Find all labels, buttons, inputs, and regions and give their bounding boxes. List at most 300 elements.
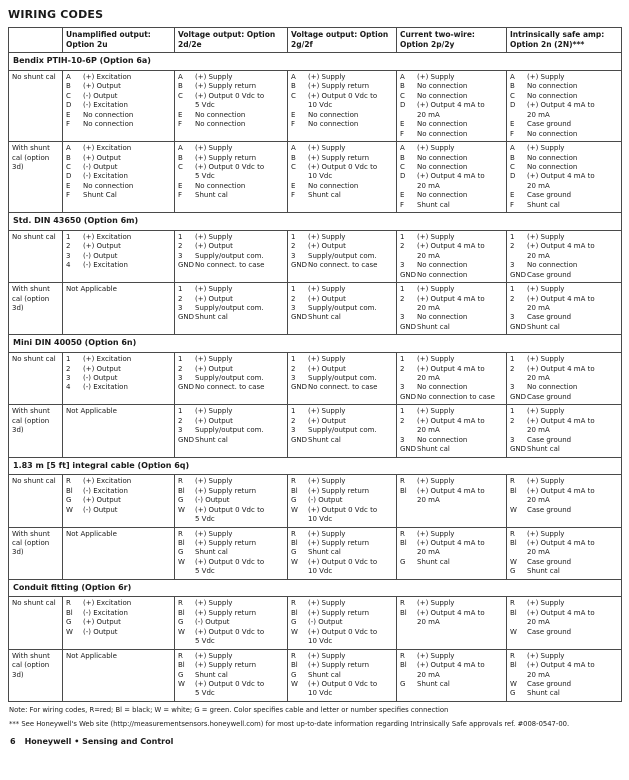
wiring-cell [507, 353, 622, 405]
pin-line [510, 487, 618, 506]
pin-function: (+) Excitation [83, 599, 132, 608]
pin-function: (+) Supply return [308, 153, 370, 162]
wiring-cell [63, 597, 175, 649]
pin-designator: 1 [178, 232, 183, 241]
pin-function: (+) Output 4 mA to 20 mA [417, 661, 485, 679]
wiring-cell [175, 475, 288, 527]
pin-function: Supply/output com. [308, 251, 377, 260]
pin-line [400, 365, 503, 384]
wiring-cell [397, 283, 507, 335]
pin-line [178, 558, 284, 577]
pin-function: (+) Excitation [83, 477, 132, 486]
wiring-cell [63, 71, 175, 142]
wiring-cell [175, 405, 288, 457]
pin-function: (+) Supply [527, 144, 565, 153]
pin-function: (+) Output 4 mA to 20 mA [417, 294, 485, 313]
pin-designator: A [400, 144, 405, 153]
pin-line [400, 445, 503, 454]
pin-designator: 2 [66, 364, 71, 373]
pin-function: Case ground [527, 120, 572, 129]
pin-function: (+) Output [308, 294, 346, 303]
pin-designator: GND [178, 261, 195, 270]
wiring-cell [288, 475, 397, 527]
pin-line [291, 252, 393, 261]
pin-function: No connection [195, 181, 246, 190]
pin-line [510, 689, 618, 698]
pin-function: (+) Supply [417, 651, 455, 660]
pin-line [291, 558, 393, 577]
pin-function: No connection [417, 261, 468, 270]
wiring-cell [507, 597, 622, 649]
pin-designator: G [291, 618, 297, 627]
pin-line [291, 477, 393, 486]
pin-line [66, 82, 171, 91]
pin-line [400, 242, 503, 261]
wiring-cell [63, 649, 175, 701]
wiring-cell [288, 353, 397, 405]
pin-line [400, 172, 503, 191]
pin-designator: B [400, 153, 405, 162]
pin-designator: C [291, 162, 296, 171]
pin-line [291, 628, 393, 647]
pin-designator: 3 [400, 383, 405, 392]
pin-function: (+) Supply [195, 355, 233, 364]
pin-designator: 3 [66, 374, 71, 383]
pin-line [178, 374, 284, 383]
pin-designator: 2 [178, 294, 183, 303]
pin-function: (-) Output [83, 91, 118, 100]
pin-designator: F [510, 200, 515, 209]
pin-line [510, 144, 618, 153]
pin-function: (-) Output [195, 618, 230, 627]
pin-function: (+) Output [83, 496, 121, 505]
pin-function: Shunt cal [308, 548, 341, 557]
wiring-cell [63, 475, 175, 527]
pin-line [291, 506, 393, 525]
wiring-cell [288, 405, 397, 457]
pin-function: No connection [417, 313, 468, 322]
wiring-row [9, 405, 622, 457]
pin-line [291, 426, 393, 435]
pin-designator: Bl [178, 486, 185, 495]
wiring-cell [288, 230, 397, 282]
pin-designator: 2 [400, 364, 405, 373]
table-body [9, 53, 622, 702]
pin-function: Shunt cal [308, 670, 341, 679]
pin-line [178, 417, 284, 426]
pin-line [291, 304, 393, 313]
pin-function: Supply/output com. [195, 426, 264, 435]
pin-line [178, 233, 284, 242]
pin-designator: W [510, 557, 517, 566]
pin-function: (+) Output [83, 242, 121, 251]
pin-designator: F [400, 129, 405, 138]
pin-function: No connect. to case [308, 261, 378, 270]
pin-line [178, 154, 284, 163]
pin-function: Shunt cal [417, 557, 450, 566]
pin-designator: R [178, 529, 183, 538]
pin-designator: A [178, 144, 183, 153]
column-header: Voltage output: Option 2g/2f [288, 28, 397, 53]
pin-function: No connection [417, 383, 468, 392]
pin-designator: 4 [66, 261, 71, 270]
pin-designator: GND [510, 445, 527, 454]
pin-designator: F [400, 200, 405, 209]
pin-designator: D [66, 101, 72, 110]
pin-designator: A [66, 144, 71, 153]
section-header: Std. DIN 43650 (Option 6m) [9, 213, 622, 231]
pin-line [178, 285, 284, 294]
pin-designator: 2 [400, 242, 405, 251]
pin-line [66, 163, 171, 172]
row-label: With shunt cal (option 3d) [9, 527, 63, 579]
pin-function: (+) Supply [417, 355, 455, 364]
pin-designator: A [510, 73, 515, 82]
wiring-row [9, 649, 622, 701]
pin-designator: W [178, 679, 185, 688]
pin-designator: W [510, 627, 517, 636]
pin-function: (-) Output [83, 505, 118, 514]
pin-function: Supply/output com. [195, 374, 264, 383]
pin-function: (+) Supply return [308, 661, 370, 670]
pin-line [178, 383, 284, 392]
pin-line [178, 92, 284, 111]
pin-line [400, 487, 503, 506]
pin-function: Shunt cal [195, 191, 228, 200]
pin-function: No connection [417, 153, 468, 162]
pin-designator: Bl [66, 608, 73, 617]
wiring-cell [63, 527, 175, 579]
pin-function: No connection [417, 191, 468, 200]
not-applicable-label: Not Applicable [66, 529, 117, 538]
pin-function: (+) Output 4 mA to 20 mA [417, 101, 485, 119]
pin-designator: 3 [178, 426, 183, 435]
table-header [9, 28, 622, 53]
pin-function: (+) Supply [417, 599, 455, 608]
pin-line [66, 506, 171, 515]
pin-line [66, 487, 171, 496]
pin-line [510, 477, 618, 486]
pin-function: No connection [83, 120, 134, 129]
pin-designator: 3 [510, 313, 515, 322]
pin-designator: R [400, 529, 405, 538]
pin-function: (+) Excitation [83, 232, 132, 241]
pin-designator: 1 [400, 355, 405, 364]
pin-designator: 2 [178, 242, 183, 251]
pin-designator: GND [510, 392, 527, 401]
pin-designator: B [510, 153, 515, 162]
pin-designator: 2 [178, 416, 183, 425]
pin-function: (+) Output 4 mA to 20 mA [527, 486, 595, 505]
pin-designator: 2 [291, 364, 296, 373]
pin-designator: R [178, 599, 183, 608]
pin-line [510, 313, 618, 322]
pin-function: (-) Excitation [83, 101, 128, 110]
pin-designator: GND [178, 313, 195, 322]
pin-line [510, 436, 618, 445]
pin-function: No connection [195, 110, 246, 119]
pin-function: Shunt cal [527, 689, 560, 698]
pin-function: (+) Output 4 mA to 20 mA [417, 416, 485, 435]
pin-line [178, 313, 284, 322]
pin-function: No connect. to case [308, 383, 378, 392]
pin-function: Case ground [527, 627, 572, 636]
row-label: No shunt cal [9, 353, 63, 405]
pin-line [178, 506, 284, 525]
pin-designator: 1 [510, 232, 515, 241]
pin-function: No connection [527, 153, 578, 162]
pin-designator: E [291, 110, 296, 119]
pin-function: (+) Output 0 Vdc to 10 Vdc [308, 91, 378, 110]
pin-line [178, 82, 284, 91]
pin-function: (+) Output 0 Vdc to 5 Vdc [195, 557, 265, 576]
pin-function: (-) Output [83, 162, 118, 171]
pin-line [510, 130, 618, 139]
pin-function: (+) Output 4 mA to 20 mA [527, 538, 595, 557]
pin-line [291, 111, 393, 120]
pin-function: (+) Supply [308, 407, 346, 416]
column-header: Unamplified output: Option 2u [63, 28, 175, 53]
pin-line [178, 496, 284, 505]
pin-function: (+) Output 0 Vdc to 5 Vdc [195, 505, 265, 524]
pin-designator: W [291, 679, 298, 688]
pin-line [400, 661, 503, 680]
pin-line [178, 252, 284, 261]
pin-function: (+) Output 4 mA to 20 mA [527, 242, 595, 260]
pin-designator: 1 [510, 407, 515, 416]
pin-designator: F [178, 191, 183, 200]
wiring-row [9, 527, 622, 579]
pin-designator: F [178, 120, 183, 129]
pin-line [291, 487, 393, 496]
pin-function: (+) Supply [195, 285, 233, 294]
pin-designator: R [178, 651, 183, 660]
pin-designator: R [400, 477, 405, 486]
pin-line [510, 652, 618, 661]
pin-designator: C [400, 162, 405, 171]
pin-function: (+) Output [308, 242, 346, 251]
pin-designator: E [510, 120, 515, 129]
pin-line [178, 530, 284, 539]
pin-designator: Bl [178, 608, 185, 617]
pin-line [400, 680, 503, 689]
pin-function: (+) Supply [308, 355, 346, 364]
wiring-cell [288, 649, 397, 701]
wiring-row [9, 283, 622, 335]
pin-designator: R [291, 651, 296, 660]
pin-function: Case ground [527, 505, 572, 514]
pin-designator: R [66, 599, 71, 608]
wiring-cell [175, 283, 288, 335]
pin-function: Shunt cal [195, 435, 228, 444]
pin-function: Shunt cal [195, 548, 228, 557]
pin-line [291, 182, 393, 191]
pin-line [510, 539, 618, 558]
row-label: No shunt cal [9, 597, 63, 649]
pin-function: No connection [527, 82, 578, 91]
pin-designator: W [66, 627, 73, 636]
pin-function: (+) Supply [308, 599, 346, 608]
pin-line [291, 383, 393, 392]
pin-designator: B [178, 82, 183, 91]
pin-designator: GND [178, 383, 195, 392]
pin-line [400, 271, 503, 280]
pin-line [66, 154, 171, 163]
pin-designator: C [510, 162, 515, 171]
wiring-cell [288, 527, 397, 579]
pin-function: No connection [308, 120, 359, 129]
pin-designator: 2 [510, 364, 515, 373]
pin-function: (+) Supply return [195, 486, 257, 495]
pin-designator: A [178, 73, 183, 82]
pin-line [66, 374, 171, 383]
pin-line [178, 73, 284, 82]
pin-designator: Bl [400, 486, 407, 495]
pin-designator: A [291, 144, 296, 153]
pin-designator: 1 [510, 285, 515, 294]
pin-function: (+) Supply [308, 144, 346, 153]
wiring-cell [397, 142, 507, 213]
pin-line [178, 261, 284, 270]
pin-line [291, 407, 393, 416]
page-title: WIRING CODES [8, 8, 104, 21]
pin-function: (-) Excitation [83, 608, 128, 617]
pin-function: (+) Supply [527, 407, 565, 416]
pin-function: No connect. to case [195, 383, 265, 392]
pin-designator: G [178, 496, 184, 505]
pin-designator: GND [400, 445, 417, 454]
pin-function: (+) Supply return [195, 538, 257, 547]
pin-line [66, 477, 171, 486]
pin-function: (+) Output 4 mA to 20 mA [417, 172, 485, 190]
pin-line [178, 661, 284, 670]
pin-line [178, 163, 284, 182]
pin-designator: GND [400, 392, 417, 401]
pin-designator: 3 [291, 426, 296, 435]
pin-line [400, 154, 503, 163]
pin-line [178, 304, 284, 313]
pin-designator: R [510, 529, 515, 538]
pin-line [510, 417, 618, 436]
pin-function: (+) Supply return [308, 538, 370, 547]
pin-line [400, 417, 503, 436]
pin-designator: 2 [400, 294, 405, 303]
pin-designator: 2 [291, 242, 296, 251]
pin-function: (+) Excitation [83, 144, 132, 153]
pin-designator: 2 [291, 416, 296, 425]
pin-function: (+) Output [83, 82, 121, 91]
wiring-cell [63, 405, 175, 457]
pin-function: No connection [308, 181, 359, 190]
pin-function: (+) Output [83, 153, 121, 162]
pin-function: Case ground [527, 270, 572, 279]
row-label: With shunt cal (option 3d) [9, 142, 63, 213]
pin-line [510, 661, 618, 680]
pin-designator: B [178, 153, 183, 162]
pin-line [66, 242, 171, 251]
pin-line [400, 407, 503, 416]
pin-function: Shunt cal [527, 445, 560, 454]
pin-designator: G [178, 548, 184, 557]
pin-designator: E [400, 191, 405, 200]
pin-line [178, 477, 284, 486]
pin-line [510, 599, 618, 608]
pin-designator: R [510, 477, 515, 486]
pin-line [178, 182, 284, 191]
wiring-cell [175, 142, 288, 213]
pin-line [66, 383, 171, 392]
pin-designator: W [510, 679, 517, 688]
footer-brand: Honeywell • Sensing and Control [24, 736, 174, 746]
pin-line [66, 618, 171, 627]
pin-line [291, 671, 393, 680]
pin-line [291, 355, 393, 364]
pin-designator: C [291, 91, 296, 100]
pin-line [291, 92, 393, 111]
pin-line [66, 233, 171, 242]
pin-function: (+) Supply [417, 529, 455, 538]
wiring-cell [507, 142, 622, 213]
pin-designator: G [178, 618, 184, 627]
pin-line [400, 201, 503, 210]
pin-designator: W [291, 557, 298, 566]
pin-function: (+) Supply [308, 477, 346, 486]
pin-line [178, 426, 284, 435]
pin-function: (-) Output [308, 618, 343, 627]
pin-designator: Bl [510, 608, 517, 617]
pin-function: (+) Output 0 Vdc to 5 Vdc [195, 679, 265, 698]
pin-line [510, 242, 618, 261]
pin-line [291, 417, 393, 426]
pin-designator: 1 [291, 232, 296, 241]
pin-function: (+) Supply return [195, 608, 257, 617]
pin-designator: 1 [510, 355, 515, 364]
wiring-row [9, 142, 622, 213]
pin-function: (+) Output [308, 364, 346, 373]
pin-designator: 2 [178, 364, 183, 373]
table-corner-cell [9, 28, 63, 53]
pin-line [510, 355, 618, 364]
pin-line [291, 539, 393, 548]
pin-designator: F [291, 191, 296, 200]
pin-function: No connection [417, 129, 468, 138]
pin-designator: F [510, 129, 515, 138]
pin-line [66, 111, 171, 120]
pin-function: Shunt cal [195, 313, 228, 322]
pin-function: No connection [83, 181, 134, 190]
pin-function: Shunt cal [417, 200, 450, 209]
pin-line [291, 496, 393, 505]
pin-function: Shunt cal [308, 191, 341, 200]
pin-function: (+) Supply [308, 73, 346, 82]
pin-line [400, 355, 503, 364]
wiring-cell [397, 230, 507, 282]
pin-line [510, 365, 618, 384]
pin-line [178, 111, 284, 120]
pin-function: (+) Output 4 mA to 20 mA [417, 364, 485, 383]
pin-function: No connection [417, 435, 468, 444]
pin-function: (+) Supply [308, 285, 346, 294]
pin-line [400, 539, 503, 558]
pin-function: (+) Output 0 Vdc to 10 Vdc [308, 627, 378, 646]
pin-line [66, 496, 171, 505]
pin-function: (+) Output 0 Vdc to 5 Vdc [195, 162, 265, 181]
pin-designator: C [178, 91, 183, 100]
pin-function: No connection [527, 162, 578, 171]
pin-designator: Bl [510, 661, 517, 670]
pin-line [178, 144, 284, 153]
pin-line [510, 73, 618, 82]
